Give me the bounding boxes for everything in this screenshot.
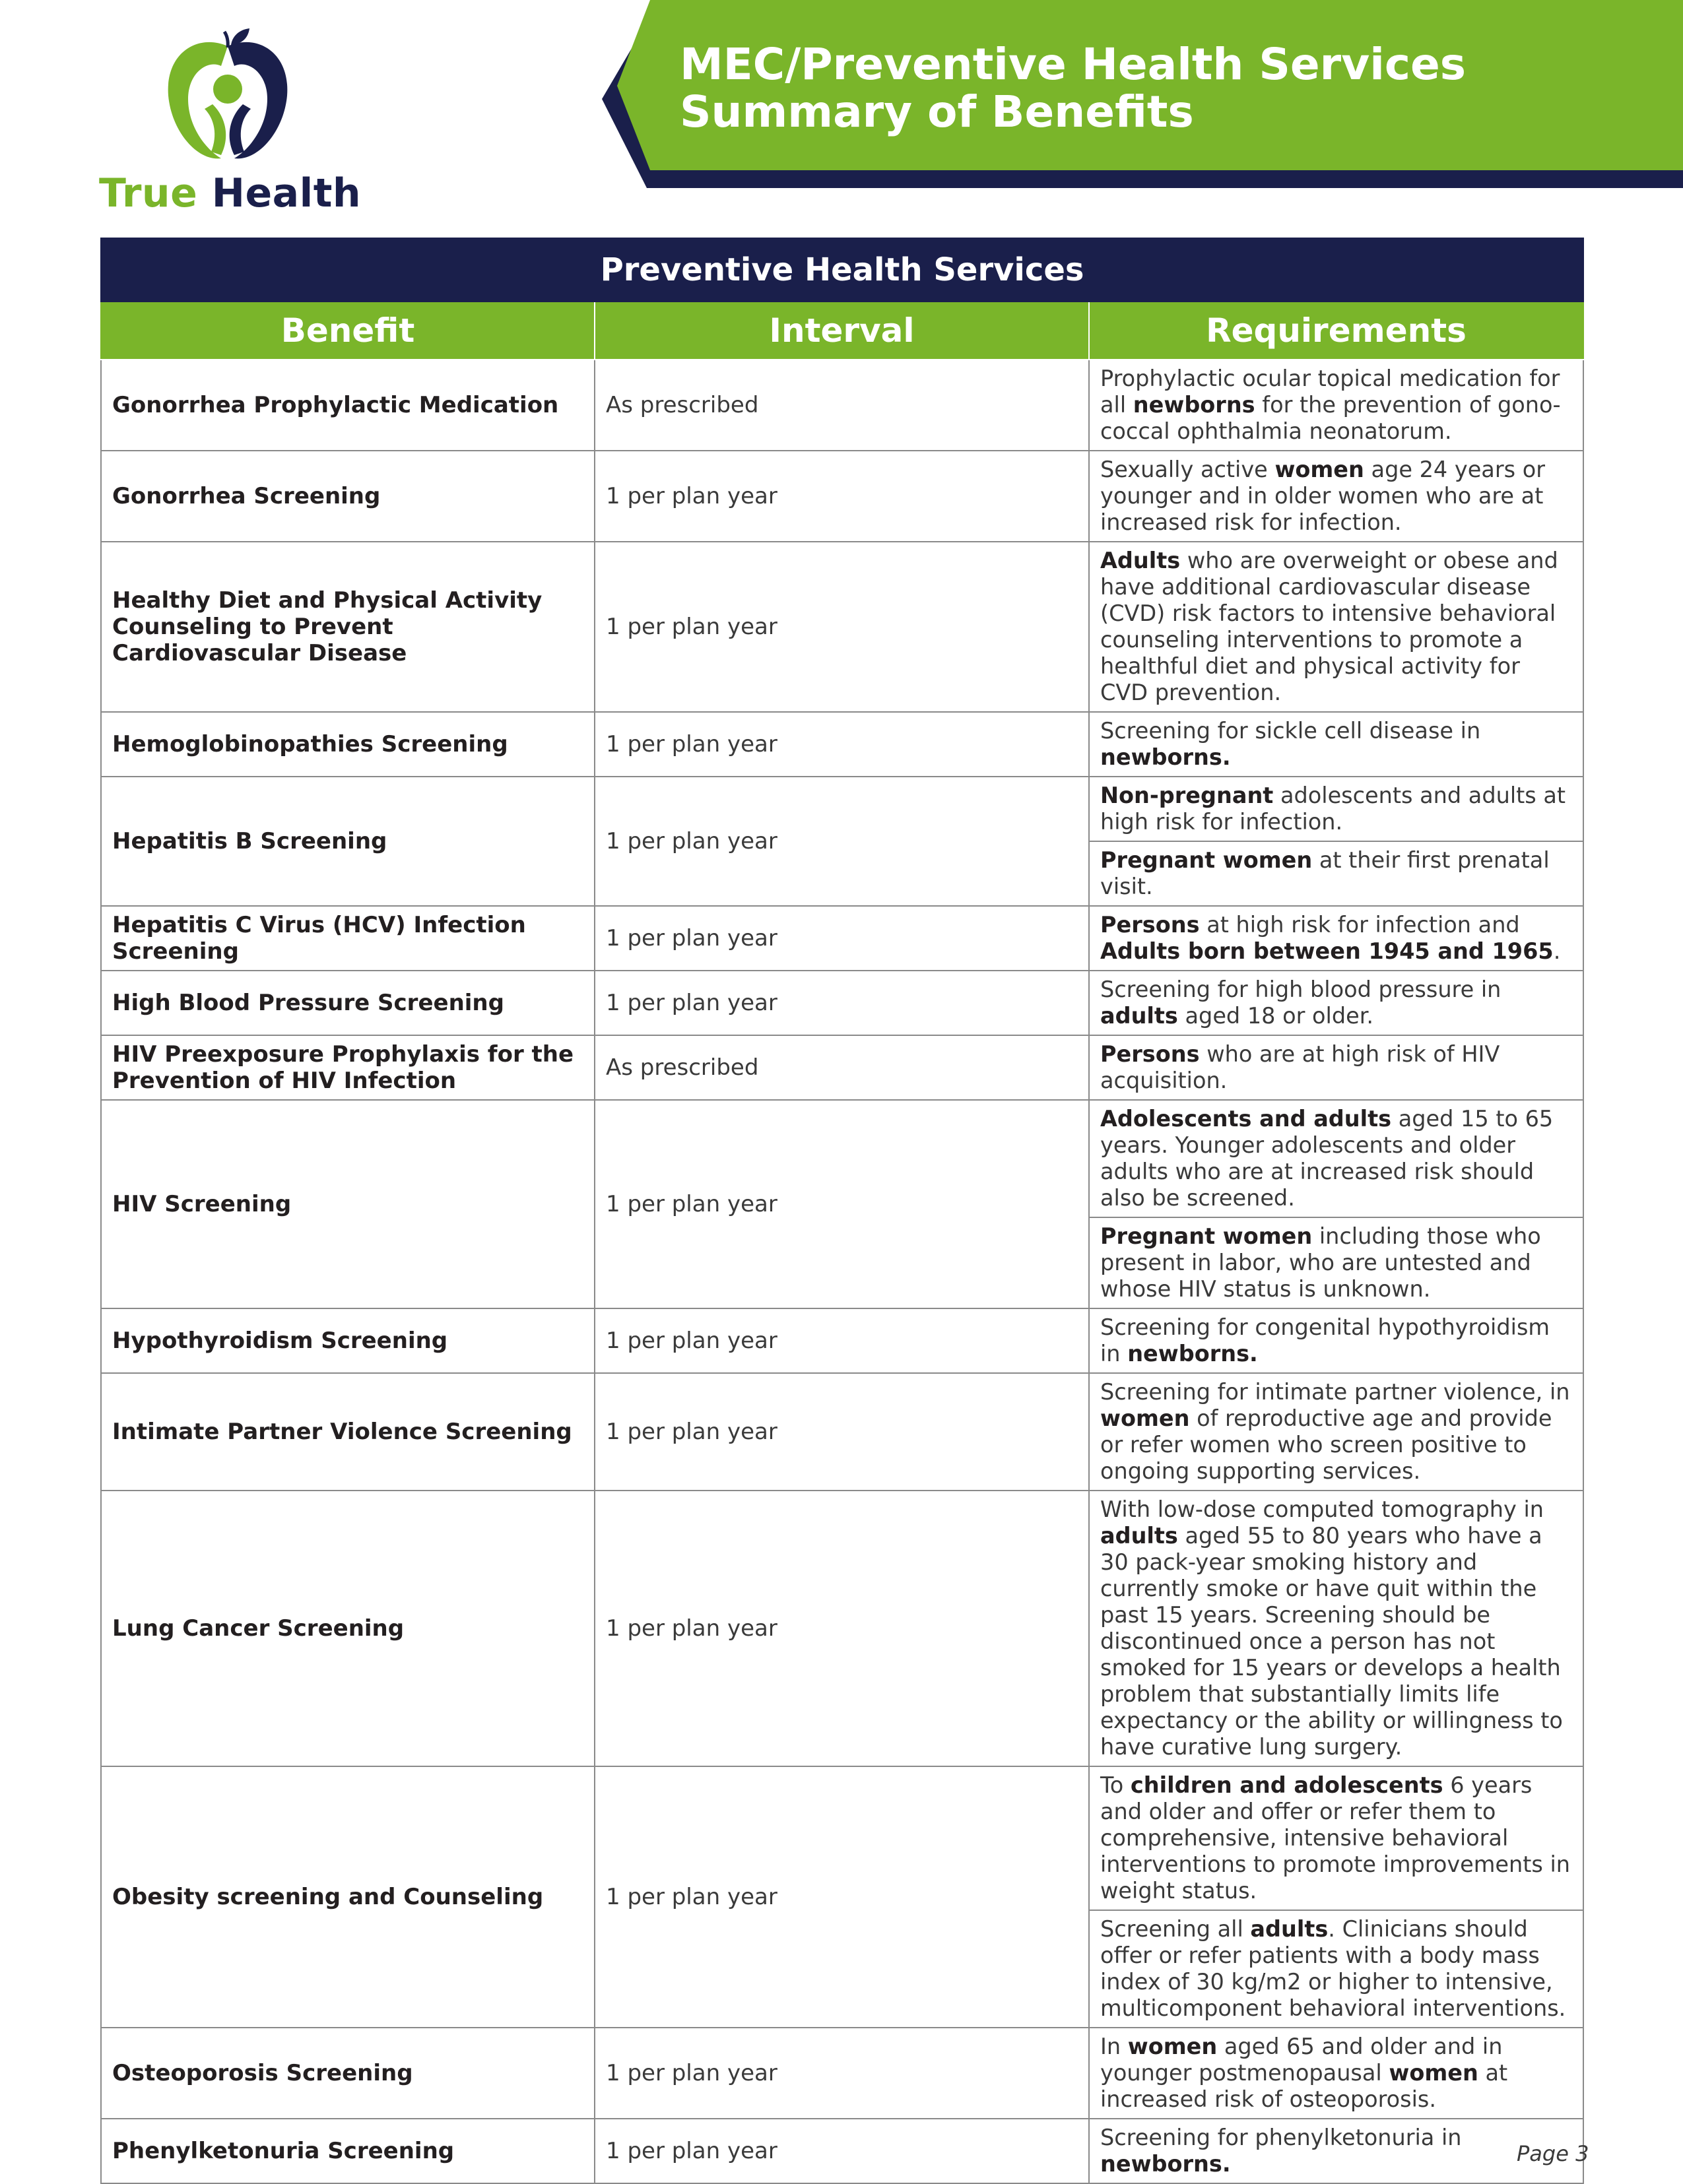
table-row [101,971,1583,1035]
benefit-cell: Hepatitis C Virus (HCV) Infection Screening [101,906,595,971]
requirement-text: Screening for congenital hypothyroidism in [1100,1314,1550,1366]
requirement-emphasis: Adults [1100,548,1181,573]
benefit-cell: Hypothyroidism Screening [101,1308,595,1373]
requirements-cell [1089,360,1583,451]
requirement-text: adolescents and adults at high risk for infection. [1100,783,1566,835]
logo-word-true: True [99,170,198,216]
benefit-cell: High Blood Pressure Screening [101,971,595,1035]
requirement-emphasis: women [1100,1405,1190,1431]
requirement-text: . Clinicians should offer or refer patients with a body mass index of 30 kg/m2 or higher to intensive, multicomponent behavioral interventions. [1100,1916,1566,2021]
interval-cell: 1 per plan year [595,906,1089,971]
table-row [101,712,1583,777]
table-row [101,906,1583,971]
benefit-cell: HIV Screening [101,1100,595,1308]
table-row [101,1491,1583,1766]
interval-cell: 1 per plan year [595,1373,1089,1491]
requirement-text: for the prevention of gonococcal ophthalmia neonatorum. [1100,392,1561,444]
requirement-emphasis: Pregnant women [1100,847,1313,873]
requirements-cell [1089,1217,1583,1308]
requirement-text: To [1100,1772,1131,1798]
table-title: Preventive Health Services [101,238,1583,302]
table-row [101,1100,1583,1217]
interval-cell: 1 per plan year [595,2119,1089,2183]
table-row [101,2119,1583,2183]
logo-word-health: Health [211,170,362,216]
requirement-emphasis: newborns. [1100,2151,1231,2177]
requirements-cell [1089,971,1583,1035]
requirement-emphasis: newborns [1133,392,1255,418]
column-header-benefit: Benefit [101,302,595,360]
column-header-interval: Interval [595,302,1089,360]
requirement-text: With low-dose computed tomography in [1100,1496,1544,1522]
requirements-cell [1089,451,1583,542]
requirement-emphasis: newborns. [1127,1341,1258,1366]
benefit-cell: Gonorrhea Prophylactic Medication [101,360,595,451]
requirement-text: Screening for phenylketonuria in [1100,2125,1462,2150]
requirement-text: aged 18 or older. [1177,1003,1374,1029]
requirements-cell [1089,712,1583,777]
requirement-emphasis: Persons [1100,912,1200,938]
table-row [101,451,1583,542]
requirements-cell [1089,1491,1583,1766]
requirements-cell [1089,1766,1583,1910]
benefit-cell: HIV Preexposure Prophylaxis for the Prevention of HIV Infection [101,1035,595,1100]
requirement-emphasis: women [1389,2060,1478,2086]
interval-cell: 1 per plan year [595,1766,1089,2028]
interval-cell: 1 per plan year [595,712,1089,777]
requirement-emphasis: women [1274,457,1364,482]
document-title [680,41,1466,136]
requirement-text: Screening for high blood pressure in [1100,977,1502,1002]
requirements-cell [1089,1910,1583,2028]
interval-cell: 1 per plan year [595,777,1089,906]
requirement-emphasis: adults [1250,1916,1329,1942]
table-row [101,1766,1583,1910]
table-row [101,2028,1583,2119]
benefit-cell: Obesity screening and Counseling [101,1766,595,2028]
requirement-text: 6 years and older and offer or refer them to comprehensive, intensive behavioral interventions to promote improvements in weight status. [1100,1772,1571,1904]
benefit-cell: Phenylketonuria Screening [101,2119,595,2183]
benefit-cell: Hepatitis B Screening [101,777,595,906]
table-row [101,542,1583,712]
benefit-cell: Healthy Diet and Physical Activity Counseling to Prevent Cardiovascular Disease [101,542,595,712]
requirement-text: including those who present in labor, who are untested and whose HIV status is unknown. [1100,1223,1541,1302]
requirement-text: Screening all [1100,1916,1251,1942]
table-row [101,1308,1583,1373]
benefit-cell: Intimate Partner Violence Screening [101,1373,595,1491]
requirement-text: aged 15 to 65 years. Younger adolescents and older adults who are at increased risk should also be screened. [1100,1106,1554,1211]
requirements-cell [1089,1100,1583,1217]
requirement-emphasis: Persons [1100,1041,1200,1067]
apple-hands-icon [158,26,297,168]
requirements-cell [1089,1308,1583,1373]
requirement-text: at increased risk of osteoporosis. [1100,2060,1508,2112]
benefit-cell: Osteoporosis Screening [101,2028,595,2119]
table-row [101,1035,1583,1100]
column-header-requirements: Requirements [1089,302,1583,360]
requirements-cell [1089,841,1583,906]
requirement-emphasis: newborns. [1100,744,1231,770]
title-line-2: Summary of Benefits [680,86,1194,137]
table-header-row [101,302,1583,360]
interval-cell: As prescribed [595,1035,1089,1100]
requirements-cell [1089,906,1583,971]
requirement-emphasis: adults [1100,1523,1178,1549]
table-row [101,360,1583,451]
requirement-text: who are at high risk of HIV acquisition. [1100,1041,1500,1093]
page-number: Page 3 [1517,2141,1589,2166]
requirement-text: who are overweight or obese and have additional cardiovascular disease (CVD) risk factors to intensive behavioral counseling interventions to promote a healthful diet and physical activity for CVD prevention. [1100,548,1558,705]
requirement-emphasis: children and adolescents [1130,1772,1443,1798]
interval-cell: 1 per plan year [595,2028,1089,2119]
interval-cell: 1 per plan year [595,1100,1089,1308]
table-row [101,1373,1583,1491]
requirements-cell [1089,1373,1583,1491]
interval-cell: 1 per plan year [595,542,1089,712]
requirement-text: Sexually active [1100,457,1275,482]
benefit-cell: Lung Cancer Screening [101,1491,595,1766]
preventive-services-table [100,238,1584,2184]
true-health-logo [99,26,363,224]
requirement-emphasis: Pregnant women [1100,1223,1313,1249]
requirement-text: age 24 years or younger and in older women who are at increased risk for infection. [1100,457,1545,535]
requirement-text: Screening for intimate partner violence, in [1100,1379,1570,1405]
interval-cell: 1 per plan year [595,1491,1089,1766]
interval-cell: As prescribed [595,360,1089,451]
requirement-emphasis: adults [1100,1003,1178,1029]
requirement-text: Screening for sickle cell disease in [1100,718,1481,744]
requirement-text: In [1100,2034,1128,2059]
requirement-emphasis: Adults born between 1945 and 1965 [1100,938,1554,964]
requirements-cell [1089,542,1583,712]
benefit-cell: Gonorrhea Screening [101,451,595,542]
requirements-cell [1089,1035,1583,1100]
requirement-text: at their first prenatal visit. [1100,847,1550,899]
requirement-text: aged 55 to 80 years who have a 30 pack-year smoking history and currently smoke or have quit within the past 15 years. Screening should be discontinued once a person has not smoked for 15 years or develops a health problem that substantially limits life expectancy or the ability or willingness to have curative lung surgery. [1100,1523,1563,1760]
requirements-cell [1089,2119,1583,2183]
requirement-emphasis: Adolescents and adults [1100,1106,1392,1132]
requirement-text: aged 65 and older and in younger postmenopausal [1100,2034,1503,2086]
requirement-text: at high risk for infection and [1199,912,1520,938]
requirement-emphasis: Non-pregnant [1100,783,1274,808]
table-row [101,777,1583,841]
interval-cell: 1 per plan year [595,971,1089,1035]
logo-wordmark [99,170,361,216]
interval-cell: 1 per plan year [595,451,1089,542]
requirement-text: of reproductive age and provide or refer women who screen positive to ongoing supporting services. [1100,1405,1552,1484]
requirement-emphasis: women [1127,2034,1218,2059]
benefit-cell: Hemoglobinopathies Screening [101,712,595,777]
requirements-cell [1089,2028,1583,2119]
requirements-cell [1089,777,1583,841]
title-line-1: MEC/Preventive Health Services [680,39,1467,90]
requirement-text: Prophylactic ocular topical medication for all [1100,366,1560,418]
requirement-text: . [1553,938,1561,964]
interval-cell: 1 per plan year [595,1308,1089,1373]
